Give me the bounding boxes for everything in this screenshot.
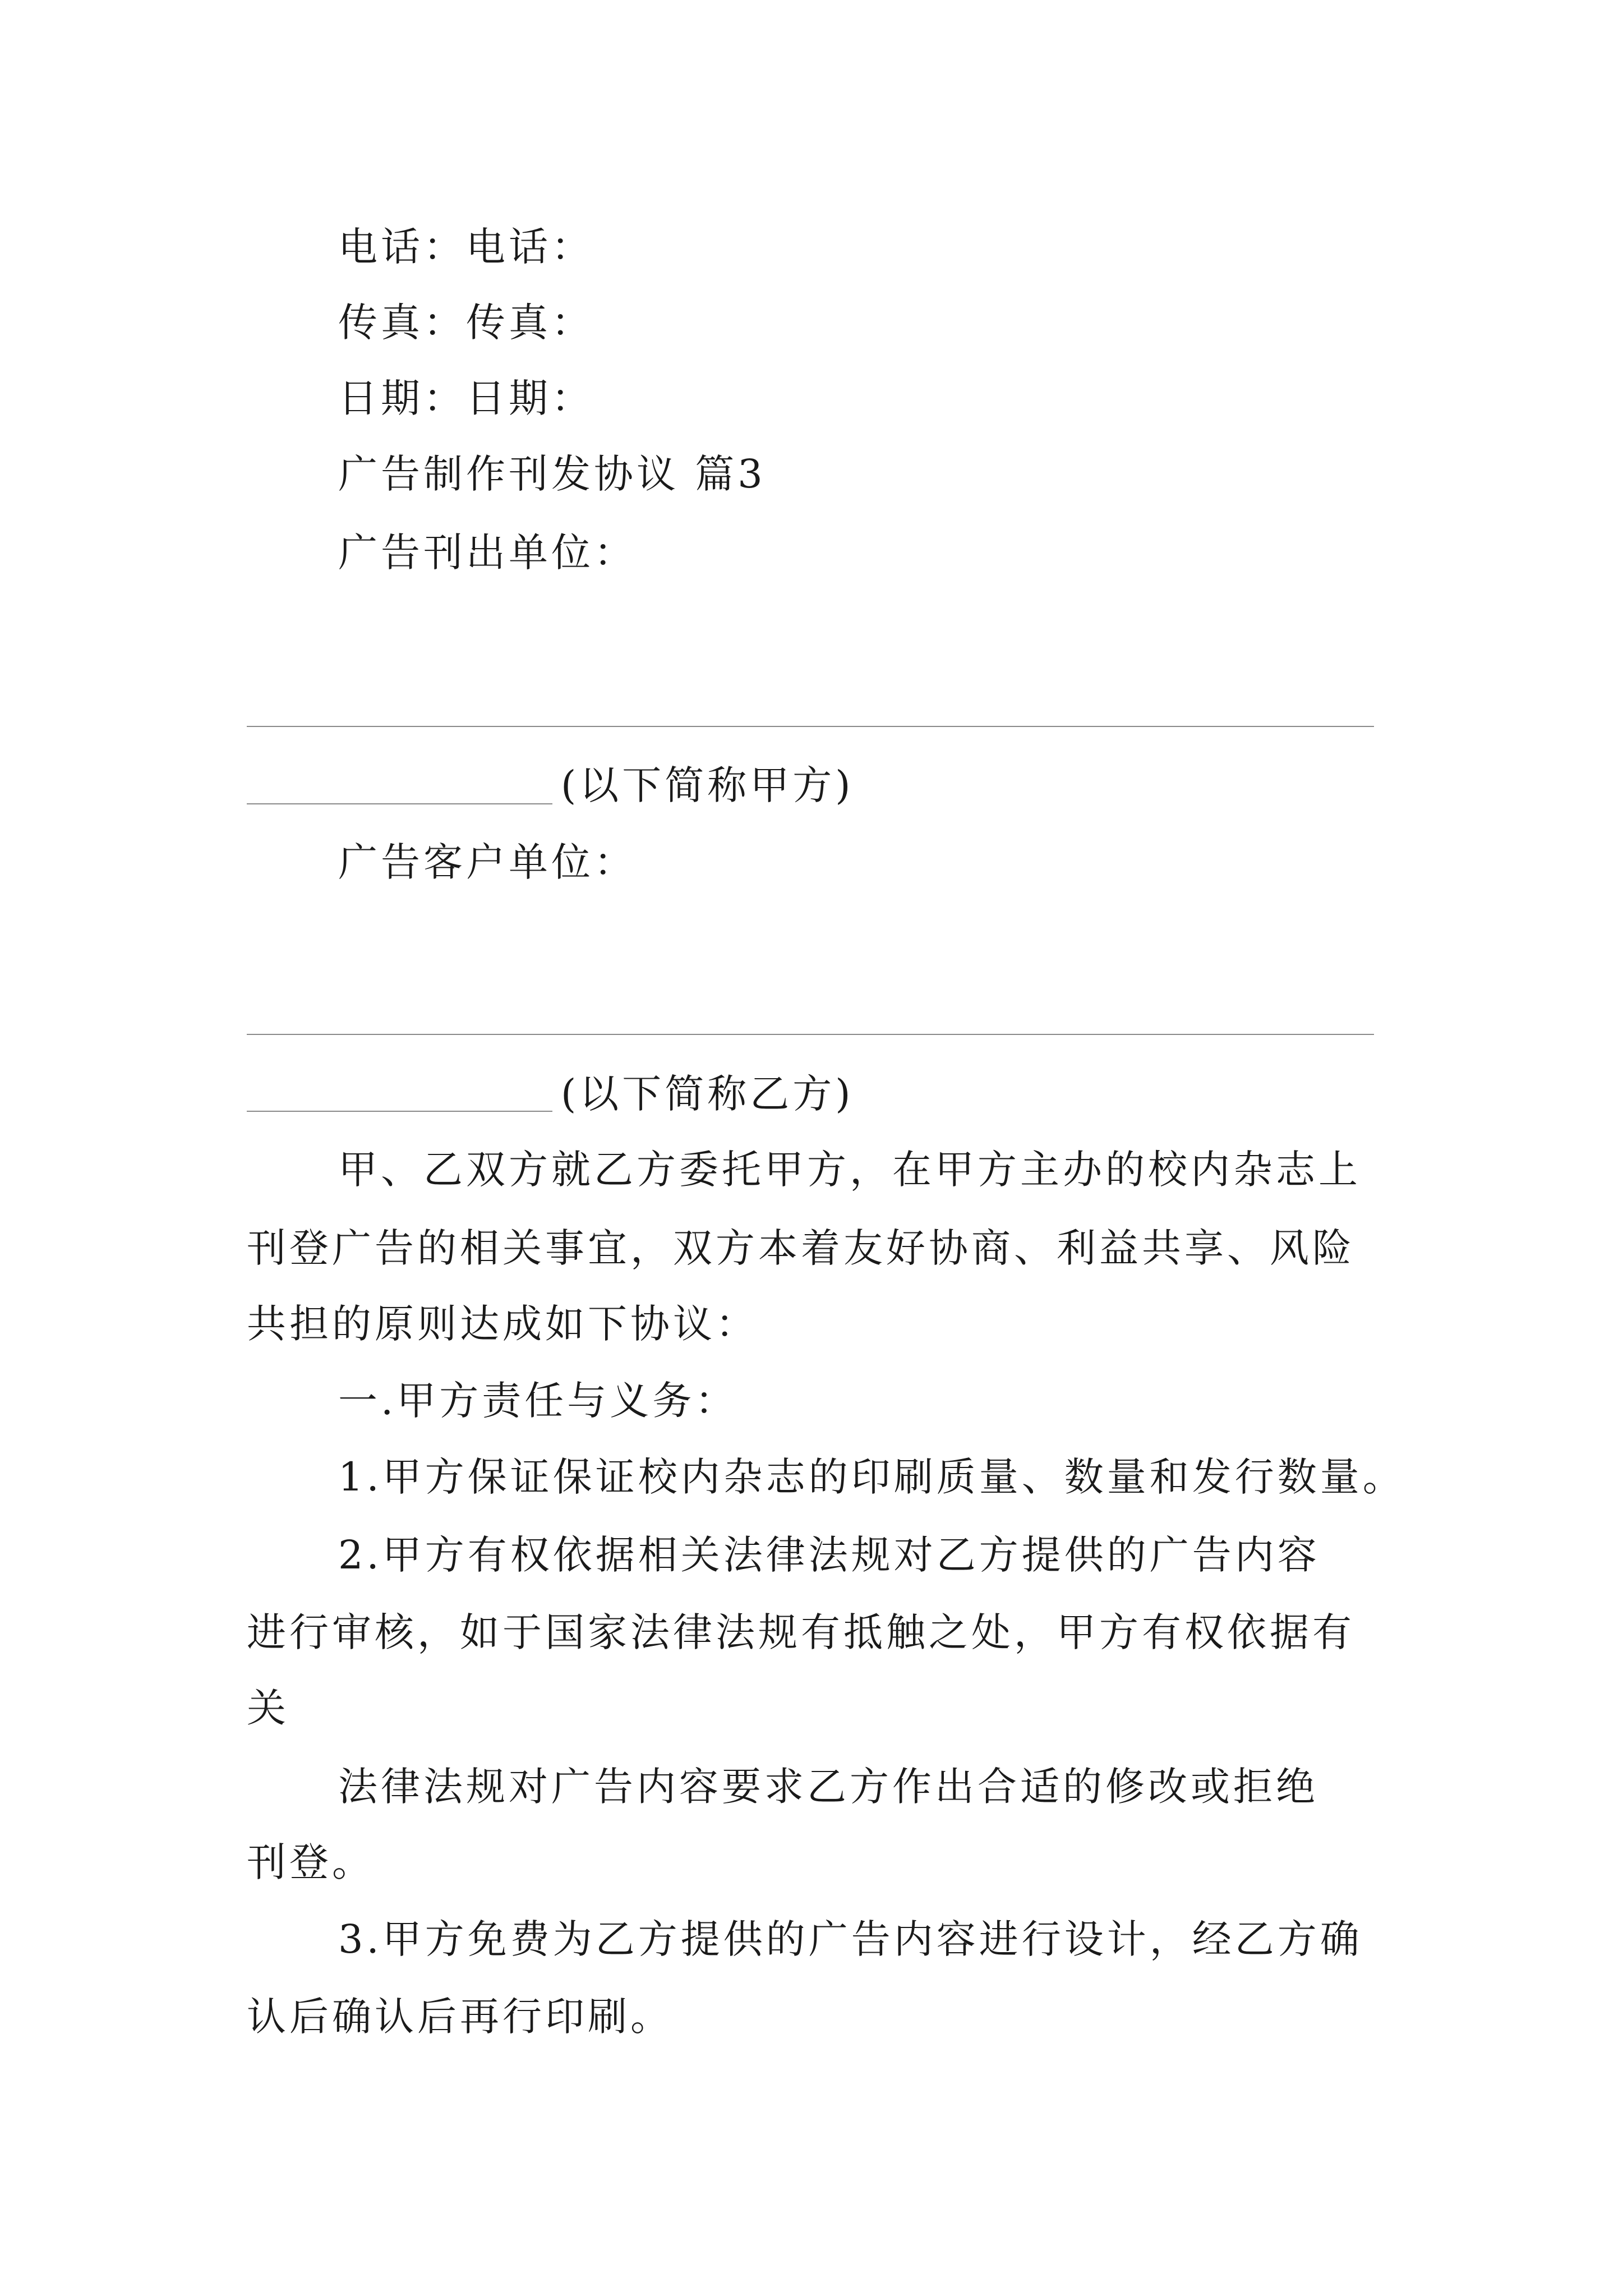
party-a-blank: [247, 803, 552, 804]
intro-line-3: 共担的原则达成如下协议：: [247, 1301, 758, 1347]
client-fill-line: [247, 1034, 1374, 1035]
item-1: 1.甲方保证保证校内杂志的印刷质量、数量和发行数量。: [338, 1454, 1405, 1500]
client-label: 广告客户单位：: [338, 839, 637, 885]
item-2-cont-line-1: 法律法规对广告内容要求乙方作出合适的修改或拒绝: [338, 1764, 1318, 1810]
item-3-line-1: 3.甲方免费为乙方提供的广告内容进行设计，经乙方确: [338, 1916, 1363, 1962]
fax-line: 传真：传真：: [338, 300, 594, 346]
publisher-fill-line: [247, 726, 1374, 727]
section-title: 广告制作刊发协议 篇3: [338, 451, 766, 497]
party-b-suffix: (以下简称乙方): [561, 1071, 854, 1117]
intro-line-2: 刊登广告的相关事宜，双方本着友好协商、利益共享、风险: [247, 1225, 1355, 1271]
item-2-cont-line-2: 刊登。: [247, 1839, 375, 1885]
party-a-suffix: (以下简称甲方): [561, 762, 854, 808]
intro-line-1: 甲、乙双方就乙方委托甲方，在甲方主办的校内杂志上: [338, 1147, 1361, 1193]
item-2-line-1: 2.甲方有权依据相关法律法规对乙方提供的广告内容: [338, 1532, 1320, 1578]
item-3-line-2: 认后确认后再行印刷。: [247, 1994, 673, 2040]
item-2-line-3: 关: [247, 1685, 289, 1731]
party-b-blank: [247, 1111, 552, 1112]
date-line: 日期：日期：: [338, 375, 594, 421]
heading-party-a-duties: 一.甲方责任与义务：: [338, 1378, 738, 1424]
publisher-label: 广告刊出单位：: [338, 530, 637, 576]
item-2-line-2: 进行审核，如于国家法律法规有抵触之处，甲方有权依据有: [247, 1609, 1355, 1655]
phone-line: 电话：电话：: [338, 224, 594, 270]
